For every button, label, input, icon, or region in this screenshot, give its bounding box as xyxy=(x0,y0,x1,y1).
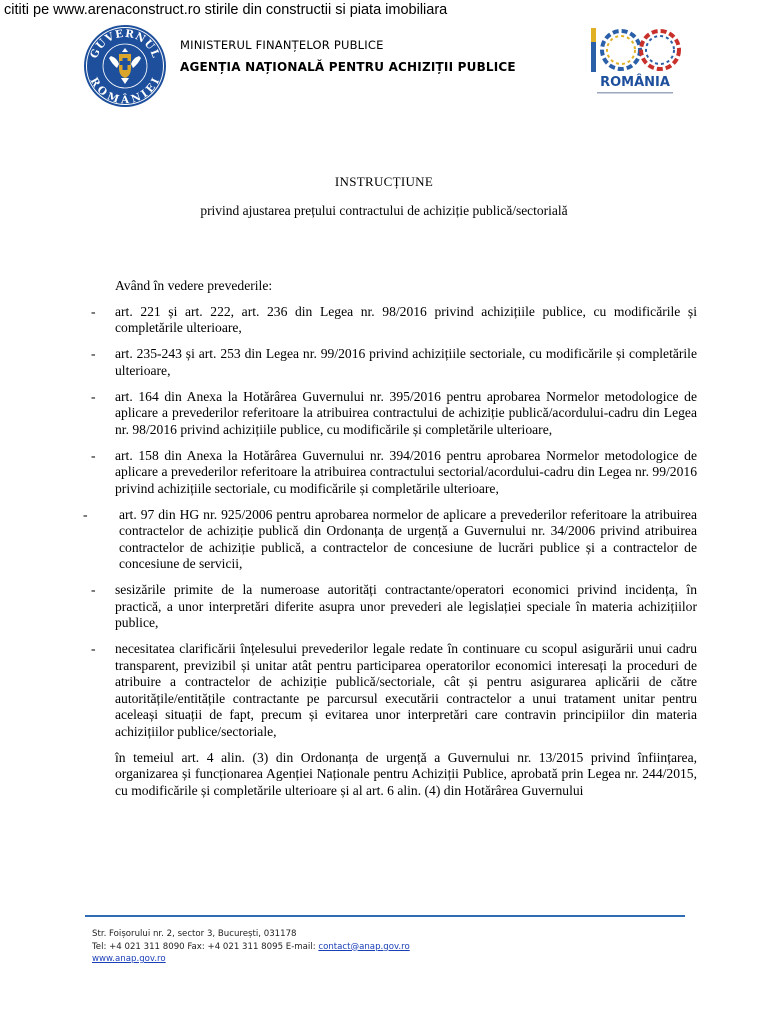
romania-centenary-logo-icon xyxy=(585,24,685,100)
list-item: - art. 158 din Anexa la Hotărârea Guvernului nr. 394/2016 pentru aprobarea Normelor metodologice de aplicare a prevederilor referitoare la atribuirea contractului sectorial/acordului-cadru din Legea nr. 99/2016 privind achizițiile sectoriale, cu modificările și completările ulterioare, xyxy=(91,447,697,496)
document-title: INSTRUCȚIUNE xyxy=(334,174,434,189)
agency-name: AGENȚIA NAȚIONALĂ PENTRU ACHIZIȚII PUBLICE xyxy=(180,60,516,74)
dash-bullet: - xyxy=(91,447,96,463)
list-item: - art. 164 din Anexa la Hotărârea Guvernului nr. 395/2016 pentru aprobarea Normelor metodologice de aplicare a prevederilor referitoare la atribuirea contractului de achiziție publică/acordului-cadru din Legea nr. 98/2016 privind achizițiile publice, cu modificările și completările ulterioare, xyxy=(91,388,697,437)
ministry-name: MINISTERUL FINANȚELOR PUBLICE xyxy=(180,38,384,52)
dash-bullet: - xyxy=(91,346,96,361)
svg-text:ROMÂNIEI: ROMÂNIEI xyxy=(87,75,163,107)
dash-bullet: - xyxy=(83,506,88,522)
government-emblem-icon xyxy=(83,24,167,108)
closing-paragraph: în temeiul art. 4 alin. (3) din Ordonanța de urgență a Guvernului nr. 13/2015 privind înființarea, organizarea și funcționarea Agenției Naționale pentru Achiziții Publice, aprobată prin Legea nr. 244/2015, cu modificările și completările ulterioare și al art. 6 alin. (4) din Hotărârea Guvernului xyxy=(115,749,697,798)
footer-contact: Tel: +4 021 311 8090 Fax: +4 021 311 8095 E-mail: contact@anap.gov.ro xyxy=(92,941,410,952)
list-item: - art. 221 și art. 222, art. 236 din Legea nr. 98/2016 privind achizițiile publice, cu modificările și completările ulterioare, xyxy=(91,303,697,335)
dash-bullet: - xyxy=(91,388,96,404)
dash-bullet: - xyxy=(91,582,96,597)
document-body xyxy=(83,278,697,799)
document-subtitle: privind ajustarea prețului contractului de achiziție publică/sectorială xyxy=(200,203,568,218)
email-link[interactable]: contact@anap.gov.ro xyxy=(318,941,410,952)
footer xyxy=(92,928,410,966)
svg-text:ROMÂNIA: ROMÂNIA xyxy=(600,75,670,90)
intro-paragraph: Având în vedere prevederile: xyxy=(115,278,273,293)
list-item: - sesizările primite de la numeroase autorități contractante/operatori economici privind incidența, în practică, a unor interpretări diferite asupra unor prevederi ale legislației speciale în materia achizițiilor publice, xyxy=(91,582,697,630)
dash-bullet: - xyxy=(91,303,96,319)
list-item: - art. 235-243 și art. 253 din Legea nr. 99/2016 privind achizițiile sectoriale, cu modificările și completările ulterioare, xyxy=(91,346,697,378)
list-item: - art. 97 din HG nr. 925/2006 pentru aprobarea normelor de aplicare a prevederilor referitoare la atribuirea contractelor de achiziție publică din Ordonanța de urgență a Guvernului nr. 34/2006 privind atribuirea contractelor de achiziție publică, a contractelor de concesiune de lucrări publice și a contractelor de concesiune de servicii, xyxy=(83,506,697,571)
svg-text:GUVERNUL: GUVERNUL xyxy=(88,27,162,61)
footer-address: Str. Foișorului nr. 2, sector 3, București, 031178 xyxy=(92,929,297,939)
website-link[interactable]: www.anap.gov.ro xyxy=(92,954,166,964)
dash-bullet: - xyxy=(91,641,96,656)
footer-divider xyxy=(85,915,685,917)
watermark-text: cititi pe www.arenaconstruct.ro stirile din constructii si piata imobiliara xyxy=(4,2,448,18)
list-item: - necesitatea clarificării înțelesului prevederilor legale redate în continuare cu scopul asigurării unui cadru transparent, previzibil și unitar atât pentru participarea operatorilor economici interesați la proceduri de atribuire a contractelor de achiziție publică/sectoriale, cât și pentru asigurarea aplicării de către autoritățile/entitățile contractante pe parcursul executării contractelor a unui tratament unitar pentru aceleași situații de fapt, precum și evitarea unor interpretări care contravin principiilor din materia achizițiilor publice/sectoriale, xyxy=(91,641,697,739)
